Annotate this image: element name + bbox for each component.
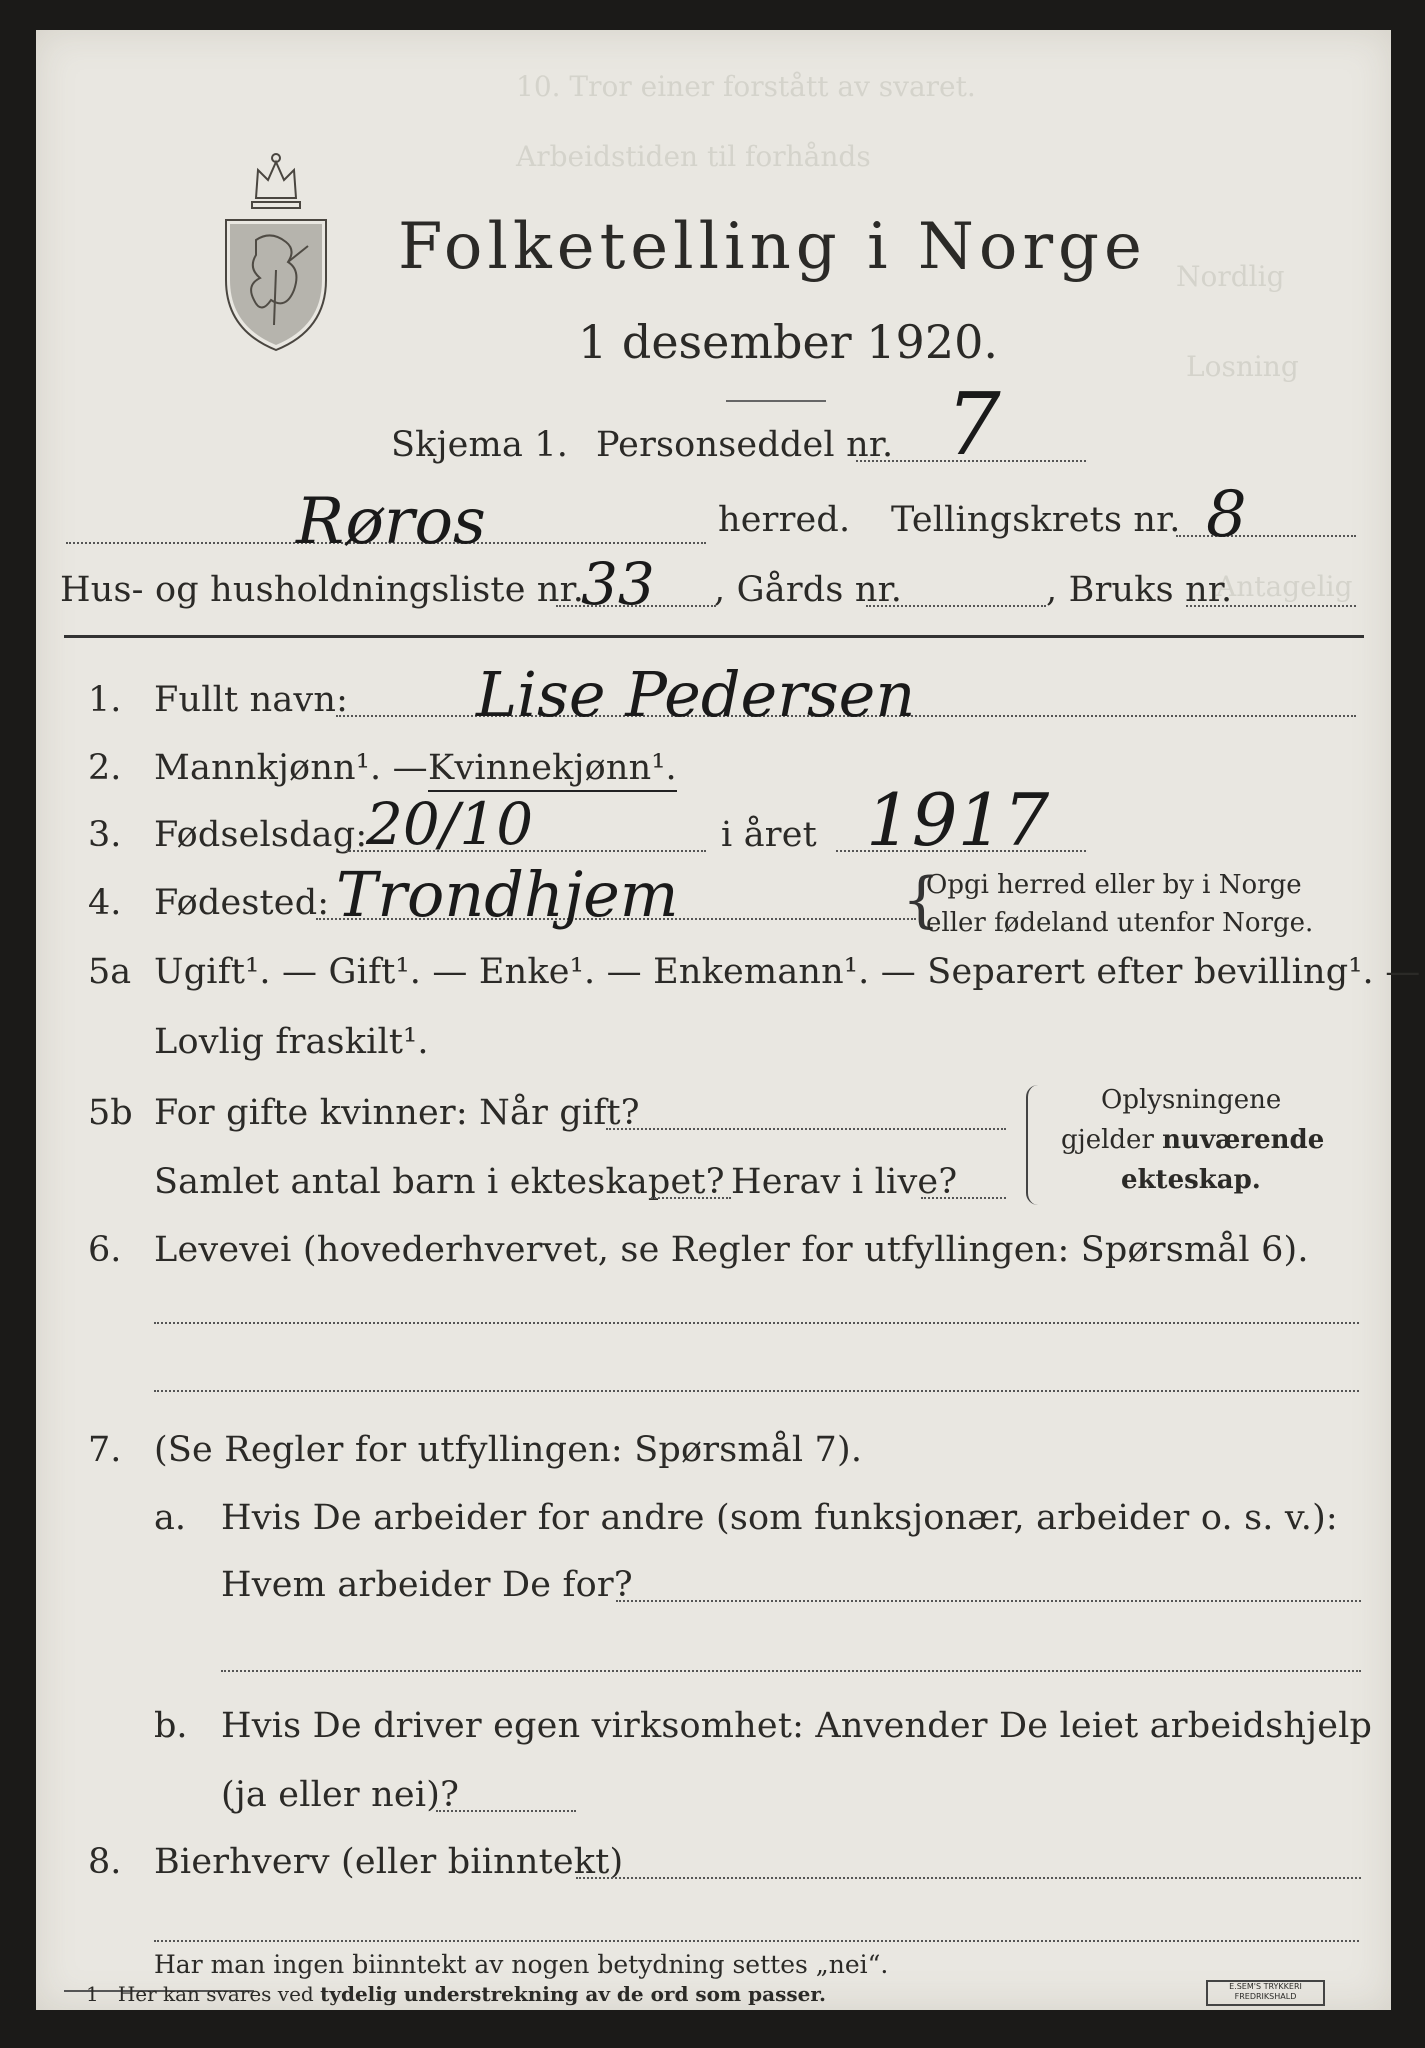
q5b-note-2a: gjelder <box>1061 1125 1163 1155</box>
tellingskrets-line <box>1176 535 1356 537</box>
q6-line-2 <box>154 1390 1359 1392</box>
q4-note-2: eller fødeland utenfor Norge. <box>926 908 1314 938</box>
q8-line-2 <box>154 1940 1359 1942</box>
q7-number: 7. <box>88 1430 122 1470</box>
q5b-married-when-label: For gifte kvinner: Når gift? <box>154 1093 640 1133</box>
personseddel-value[interactable]: 7 <box>946 375 1001 475</box>
form-date: 1 desember 1920. <box>578 315 998 369</box>
q5b-alive-label: Herav i live? <box>731 1162 958 1202</box>
q5a-options[interactable]: Ugift¹. — Gift¹. — Enke¹. — Enkemann¹. — Separert efter bevilling¹. — <box>154 952 1421 992</box>
q7b-yesno-label: (ja eller nei)? <box>221 1775 460 1815</box>
footnote-number: 1 <box>86 1982 99 2006</box>
printer-mark <box>1206 1980 1325 2006</box>
husliste-label: Hus- og husholdningsliste nr. <box>60 570 585 610</box>
footnote-text-a: Her kan svares ved <box>117 1982 321 2006</box>
q3-number: 3. <box>88 815 122 855</box>
q7b-yesno-line <box>436 1810 576 1812</box>
gards-label: , Gårds nr. <box>714 570 903 610</box>
herred-label: herred. <box>718 500 851 540</box>
q8-number: 8. <box>88 1842 122 1882</box>
q7-label: (Se Regler for utfyllingen: Spørsmål 7). <box>154 1430 863 1470</box>
q8-label: Bierhverv (eller biinntekt) <box>154 1842 624 1882</box>
q5b-note-3: ekteskap. <box>1121 1165 1261 1195</box>
q2-option-male[interactable]: Mannkjønn¹. — <box>154 748 428 788</box>
printer-name: E.SEM'S TRYKKERI <box>1229 1982 1302 1991</box>
q6-label: Levevei (hovederhvervet, se Regler for utfyllingen: Spørsmål 6). <box>154 1230 1309 1270</box>
q2-number: 2. <box>88 748 122 788</box>
personseddel-label: Personseddel nr. <box>596 425 894 465</box>
footnote <box>86 1982 826 2006</box>
q5b-children-label: Samlet antal barn i ekteskapet? <box>154 1162 725 1202</box>
q6-number: 6. <box>88 1230 122 1270</box>
q5b-alive-line <box>921 1197 1006 1199</box>
q5b-married-when-line <box>606 1128 1006 1130</box>
q5b-number: 5b <box>88 1093 133 1133</box>
q1-label: Fullt navn: <box>154 680 349 720</box>
q5b-children-line <box>651 1197 731 1199</box>
q3-label: Fødselsdag: <box>154 815 368 855</box>
header-rule <box>64 635 1364 638</box>
q7b-number: b. <box>154 1706 188 1746</box>
q7a-line-2 <box>221 1670 1361 1672</box>
printer-city: FREDRIKSHALD <box>1234 1992 1297 2001</box>
q7a-employer-line <box>616 1600 1361 1602</box>
q5b-bracket-left <box>1026 1085 1042 1205</box>
herred-value[interactable]: Røros <box>296 485 486 559</box>
q7a-employer-label: Hvem arbeider De for? <box>221 1565 633 1605</box>
birthplace-value[interactable]: Trondhjem <box>336 858 679 931</box>
q5b-note-1: Oplysningene <box>1101 1085 1282 1115</box>
skjema-label: Skjema 1. <box>391 425 569 465</box>
footnote-text-b: tydelig understrekning av de ord som passer. <box>320 1982 826 2006</box>
q5a-options-2[interactable]: Lovlig fraskilt¹. <box>154 1022 429 1062</box>
q2-option-female[interactable]: Kvinnekjønn¹. <box>428 748 677 792</box>
aaret-label: i året <box>721 815 817 855</box>
bruks-line <box>1186 605 1356 607</box>
q8-line-1 <box>576 1877 1361 1879</box>
tellingskrets-value[interactable]: 8 <box>1206 478 1247 552</box>
husliste-value[interactable]: 33 <box>581 550 655 618</box>
q1-number: 1. <box>88 680 122 720</box>
q4-label: Fødested: <box>154 883 330 923</box>
full-name-value[interactable]: Lise Pedersen <box>476 658 916 731</box>
q4-brace: { <box>902 865 941 935</box>
gards-line <box>866 605 1046 607</box>
date-underline <box>726 400 826 402</box>
tellingskrets-label: Tellingskrets nr. <box>891 500 1181 540</box>
q6-line-1 <box>154 1322 1359 1324</box>
q4-note-1: Opgi herred eller by i Norge <box>926 870 1302 900</box>
q4-number: 4. <box>88 883 122 923</box>
birthday-value[interactable]: 20/10 <box>366 790 534 858</box>
form-title: Folketelling i Norge <box>398 210 1147 284</box>
q7a-label: Hvis De arbeider for andre (som funksjonær, arbeider o. s. v.): <box>221 1498 1338 1538</box>
bruks-label: , Bruks nr. <box>1046 570 1233 610</box>
q5b-note-2b: nuværende <box>1162 1125 1325 1155</box>
footer-note: Har man ingen biinntekt av nogen betydning settes „nei“. <box>154 1950 889 1979</box>
q7a-number: a. <box>154 1498 186 1538</box>
coat-of-arms-icon <box>216 150 336 360</box>
census-form-page: 10. Tror einer forstått av svaret. Arbeidstiden til forhånds Nordlig Losning Antagelig Folketelling i Norge 1 desember 1920. Skjema 1. Personseddel nr. 7 Røros herred. Tellingskrets nr. 8 Hus- og husholdningsliste nr. 33 , Gårds nr. , Bruks nr. 1. Fullt navn: Lise Pedersen 2. Mannkjønn¹. — Kvinnekjønn¹. 3. Fødselsdag: 20/10 i året 1917 4. Fødested: Trondhjem { Opgi herred eller by i Norge eller fødeland utenfor Norge. 5a Ugift¹. — Gift¹. — Enke¹. — Enkemann¹. — Separert efter bevilling¹. — Lovlig fraskilt¹. 5b For gifte kvinner: Når gift? Samlet antal barn i ekteskapet? Herav i live? Oplysningene gjelder nuværende ekteskap. 6. Levevei (hovederhvervet, se Regler for utfyllingen: Spørsmål 6). 7. (Se Regler for utfyllingen: Spørsmål 7). a. Hvis De arbeider for andre (som funksjonær, arbeider o. s. v.): Hvem arbeider De for? b. Hvis De driver egen virksomhet: Anvender De leiet arbeidshjelp (ja eller nei)? 8. Bierhverv (eller biinntekt) Har man ingen biinntekt av nogen betydning settes „nei“. 1 Her kan svares ved tydelig understrekning av de ord som passer. E.SEM'S TRYKKERI FREDRIKSHALD <box>36 30 1391 2010</box>
q7b-label: Hvis De driver egen virksomhet: Anvender De leiet arbeidshjelp <box>221 1706 1373 1746</box>
birth-year-value[interactable]: 1917 <box>866 778 1050 862</box>
q5a-number: 5a <box>88 952 132 992</box>
